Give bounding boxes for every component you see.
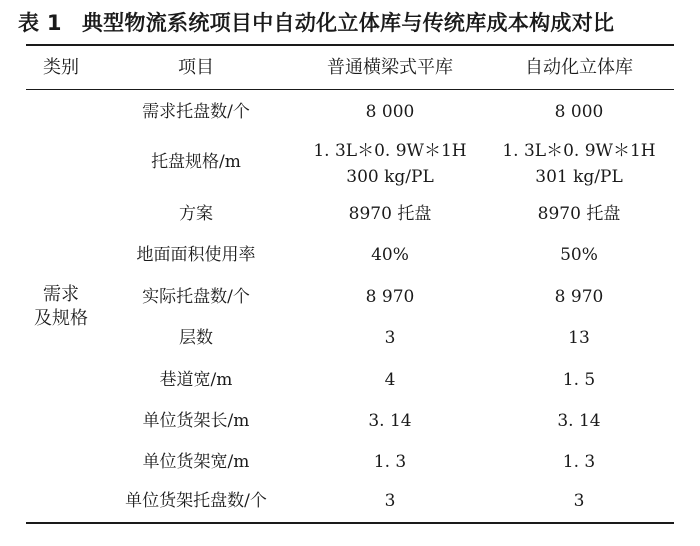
row-item: 层数 bbox=[179, 328, 213, 348]
pallet-spec-dimensions: 1. 3L＊0. 9W＊1H bbox=[313, 141, 467, 161]
row-automated-value: 8970 托盘 bbox=[537, 204, 621, 224]
row-item: 实际托盘数/个 bbox=[142, 287, 250, 307]
row-item: 方案 bbox=[179, 204, 213, 224]
header-category: 类别 bbox=[43, 57, 79, 78]
row-traditional-value: 3. 14 bbox=[368, 411, 412, 431]
header-rule bbox=[26, 89, 674, 90]
top-rule bbox=[26, 44, 674, 46]
row-automated-value: 13 bbox=[568, 328, 590, 348]
row-item: 地面面积使用率 bbox=[136, 245, 256, 265]
row-item: 需求托盘数/个 bbox=[142, 102, 250, 122]
pallet-spec-weight: 301 kg/PL bbox=[535, 167, 623, 187]
row-traditional-value: 4 bbox=[384, 370, 396, 390]
header-item: 项目 bbox=[178, 57, 214, 78]
row-automated-value: 1. 3 bbox=[562, 452, 596, 472]
row-automated-value: 1. 5 bbox=[562, 370, 596, 390]
row-traditional-value: 40% bbox=[371, 245, 409, 265]
row-traditional-value bbox=[296, 138, 484, 190]
row-automated-value: 3 bbox=[573, 491, 585, 511]
row-automated-value: 8 000 bbox=[554, 102, 604, 122]
row-traditional-value: 3 bbox=[384, 328, 396, 348]
row-automated-value: 3. 14 bbox=[557, 411, 601, 431]
pallet-spec-dimensions: 1. 3L＊0. 9W＊1H bbox=[502, 141, 656, 161]
table-caption: 典型物流系统项目中自动化立体库与传统库成本构成对比 bbox=[81, 11, 615, 35]
table-title bbox=[18, 6, 682, 40]
row-item: 单位货架托盘数/个 bbox=[125, 491, 267, 511]
row-traditional-value: 8970 托盘 bbox=[348, 204, 432, 224]
row-traditional-value: 3 bbox=[384, 491, 396, 511]
row-automated-value bbox=[484, 138, 674, 190]
table-number: 表 1 bbox=[18, 11, 62, 35]
category-line-2: 及规格 bbox=[34, 308, 88, 329]
category-cell bbox=[26, 283, 96, 331]
row-item: 单位货架宽/m bbox=[142, 452, 250, 472]
row-traditional-value: 8 000 bbox=[365, 102, 415, 122]
row-traditional-value: 8 970 bbox=[365, 287, 415, 307]
pallet-spec-weight: 300 kg/PL bbox=[346, 167, 434, 187]
row-item: 托盘规格/m bbox=[151, 152, 241, 172]
header-traditional-warehouse: 普通横梁式平库 bbox=[327, 57, 453, 78]
row-item: 巷道宽/m bbox=[159, 370, 233, 390]
bottom-rule bbox=[26, 522, 674, 524]
row-item: 单位货架长/m bbox=[142, 411, 250, 431]
row-automated-value: 8 970 bbox=[554, 287, 604, 307]
header-automated-warehouse: 自动化立体库 bbox=[525, 57, 633, 78]
category-line-1: 需求 bbox=[43, 284, 79, 305]
row-traditional-value: 1. 3 bbox=[373, 452, 407, 472]
row-automated-value: 50% bbox=[560, 245, 598, 265]
